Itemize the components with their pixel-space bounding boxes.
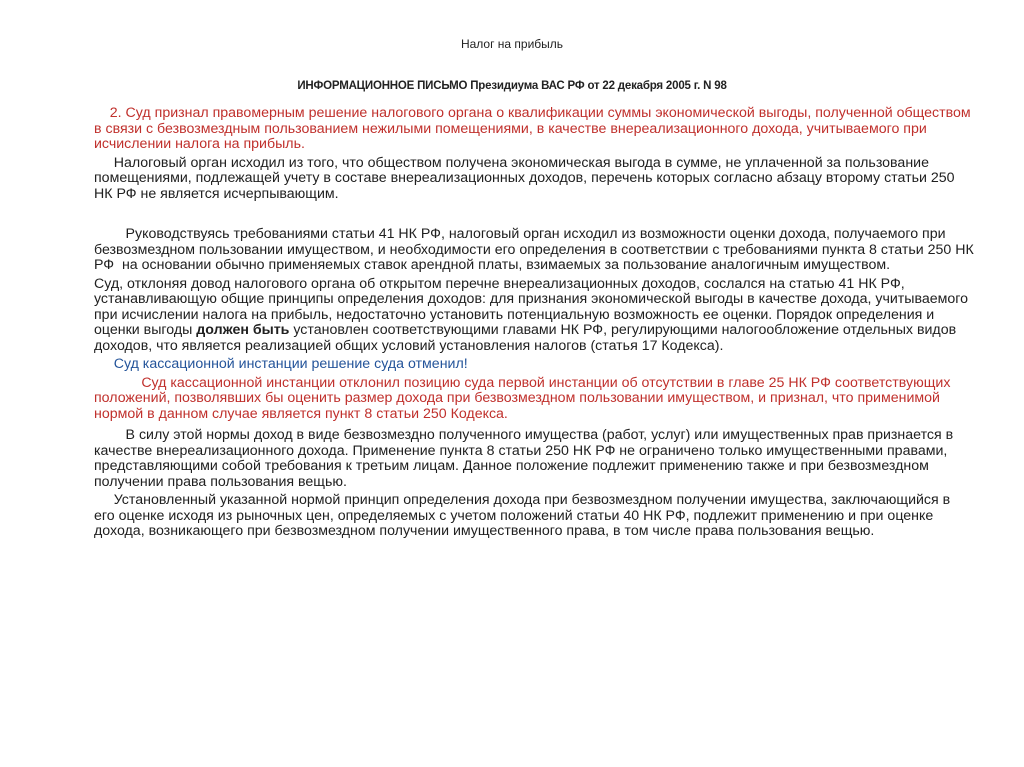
emphasis-must-be: должен быть: [196, 322, 290, 338]
paragraph-tax-authority-position: Налоговый орган исходил из того, что обществом получена экономическая выгода в сумме, не уплаченной за пользование помещениями, подлежащей учету в составе внереализационных доходов, перечень которых согласно абзацу второму статьи 250 НК РФ не является исчерпывающим.: [94, 154, 959, 202]
paragraph-valuation-principle: Установленный указанной нормой принцип определения дохода при безвозмездном получении имущества, заключающийся в его оценке исходя из рыночных цен, определяемых с учетом положений статьи 40 НК РФ, подлежит применению и при оценке дохода, возникающего при безвозмездном получении имущественного права, в том числе права пользования вещью.: [94, 492, 955, 539]
paragraph-article-41: Руководствуясь требованиями статьи 41 НК РФ, налоговый орган исходил из возможности оценки дохода, получаемого при безвозмездном пользовании имуществом, и необходимости его определения в соответствии с требованиями пункта 8 статьи 250 НК РФ на основании обычно применяемых ставок арендной платы, взимаемых за пользование аналогичным имуществом.: [94, 226, 978, 273]
paragraph-court-rejection: [94, 277, 974, 355]
paragraph-cassation-position: Суд кассационной инстанции отклонил позицию суда первой инстанции об отсутствии в главе 25 НК РФ соответствующих положений, позволявших бы оценить размер дохода при безвозмездном пользовании имуществом, и признал, что применимой нормой в данном случае является пункт 8 статьи 250 Кодекса.: [94, 374, 955, 422]
slide-body: [94, 105, 978, 540]
paragraph-norm-application: В силу этой нормы доход в виде безвозмездно полученного имущества (работ, услуг) или имущественных прав признается в качестве внереализационного дохода. Применение пункта 8 статьи 250 НК РФ не ограничено только имущественными правами, представляющими собой требования к третьим лицам. Данное положение подлежит применению также и при безвозмездном получении права пользования вещью.: [94, 427, 958, 490]
paragraph-cassation-reversed: Суд кассационной инстанции решение суда отменил!: [94, 356, 468, 372]
paragraph-court-rejection-end: установлен соответствующими главами НК РФ, регулирующими налогообложение отдельных видов доходов, что является реализацией общих условий установления налогов (статья 17 Кодекса).: [94, 322, 957, 354]
slide-subtitle: ИНФОРМАЦИОННОЕ ПИСЬМО Президиума ВАС РФ от 22 декабря 2005 г. N 98: [297, 80, 727, 92]
paragraph-court-rejection-start: Суд, отклоняя довод налогового органа об открытом перечне внереализационных доходов, сослался на статью 41 НК РФ, устанавливающую общие принципы определения доходов: для признания экономической выгоды в качестве дохода, учитываемого при исчислении налога на прибыль, недостаточно установить потенциальную возможность ее оценки. Порядок определения и оценки выгоды: [94, 275, 969, 338]
slide-title: Налог на прибыль: [460, 37, 564, 51]
paragraph-court-ruling: 2. Суд признал правомерным решение налогового органа о квалификации суммы экономической выгоды, полученной обществом в связи с безвозмездным пользованием нежилыми помещениями, в качестве внереализационного дохода, учитываемого при исчислении налога на прибыль.: [94, 105, 975, 152]
